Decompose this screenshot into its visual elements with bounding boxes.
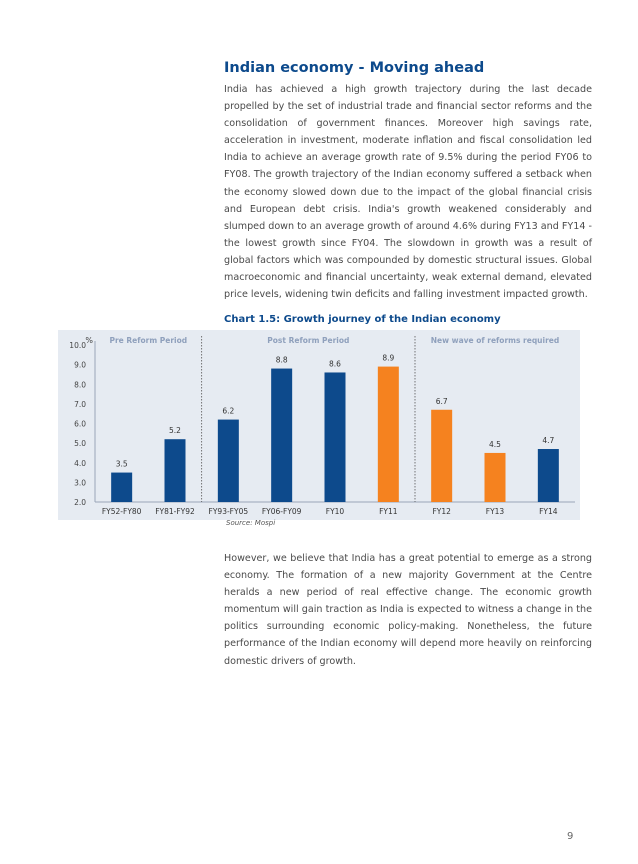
bar-value-label: 5.2 [169, 426, 181, 436]
y-tick-label: 4.0 [74, 458, 86, 468]
chart-source: Source: Mospi [226, 519, 276, 527]
bar [111, 473, 132, 502]
x-tick-label: FY10 [325, 507, 345, 516]
bar [165, 439, 186, 502]
y-tick-label: 5.0 [74, 439, 86, 449]
y-tick-label: 3.0 [74, 478, 86, 488]
growth-chart [58, 330, 580, 520]
bar-value-label: 3.5 [115, 459, 128, 469]
bar [431, 410, 452, 502]
y-tick-label: 9.0 [74, 360, 86, 370]
bar [218, 420, 239, 502]
outlook-paragraph: However, we believe that India has a great potential to emerge as a strong economy. The formation of a new majority Government at the Centre heralds a new period of real effective change. The economic growth momentum will gain traction as India is expected to witness a change in the politics surrounding economic policy-making. Nonetheless, the future performance of the Indian economy will depend more heavily on reinforcing domestic drivers of growth. [224, 553, 592, 667]
x-tick-label: FY06-FY09 [261, 507, 302, 516]
bar-value-label: 8.6 [329, 359, 341, 369]
x-tick-label: FY93-FY05 [208, 507, 249, 516]
bar-value-label: 8.8 [275, 355, 288, 365]
chart-title: Chart 1.5: Growth journey of the Indian economy [224, 314, 501, 325]
y-axis-unit: % [85, 336, 93, 345]
bar [485, 453, 506, 502]
x-tick-label: FY12 [432, 507, 451, 516]
intro-paragraph: India has achieved a high growth trajectory during the last decade propelled by the set of industrial trade and financial sector reforms and the consolidation of government finances. Moreover high savings rate, acceleration in investment, moderate inflation and fiscal consolidation led India to achieve an average growth rate of 9.5% during the period FY06 to FY08. The growth trajectory of the Indian economy suffered a setback when the economy slowed down due to the impact of the global financial crisis and European debt crisis. India's growth weakened considerably and slumped down to an average growth of around 4.6% during FY13 and FY14 - the lowest growth since FY04. The slowdown in growth was a result of global factors which was compounded by domestic structural issues. Global macroeconomic and financial uncertainty, weak external demand, elevated price levels, widening twin deficits and falling investment impacted growth. [224, 84, 592, 301]
bar-value-label: 4.5 [489, 439, 501, 449]
growth-chart-svg [58, 330, 580, 520]
period-label: Post Reform Period [267, 336, 350, 345]
bar-value-label: 8.9 [382, 353, 395, 363]
bar [538, 449, 559, 502]
y-tick-label: 2.0 [74, 498, 86, 507]
period-label: New wave of reforms required [430, 336, 560, 345]
bar-value-label: 6.7 [435, 396, 448, 406]
x-tick-label: FY52-FY80 [101, 507, 142, 516]
y-tick-label: 8.0 [74, 380, 86, 390]
x-tick-label: FY81-FY92 [155, 507, 195, 516]
bar [378, 367, 399, 502]
period-label: Pre Reform Period [109, 336, 188, 345]
bar [271, 369, 292, 502]
y-tick-label: 7.0 [74, 399, 86, 409]
x-tick-label: FY11 [379, 507, 398, 516]
y-tick-label: 6.0 [74, 419, 86, 429]
bar-value-label: 6.2 [222, 406, 235, 416]
y-tick-label: 10.0 [69, 341, 86, 350]
bar [325, 372, 346, 502]
bar-value-label: 4.7 [542, 436, 555, 446]
article-heading: Indian economy - Moving ahead [224, 60, 485, 76]
page-number: 9 [567, 831, 574, 842]
x-tick-label: FY14 [539, 507, 558, 516]
x-tick-label: FY13 [485, 507, 505, 516]
